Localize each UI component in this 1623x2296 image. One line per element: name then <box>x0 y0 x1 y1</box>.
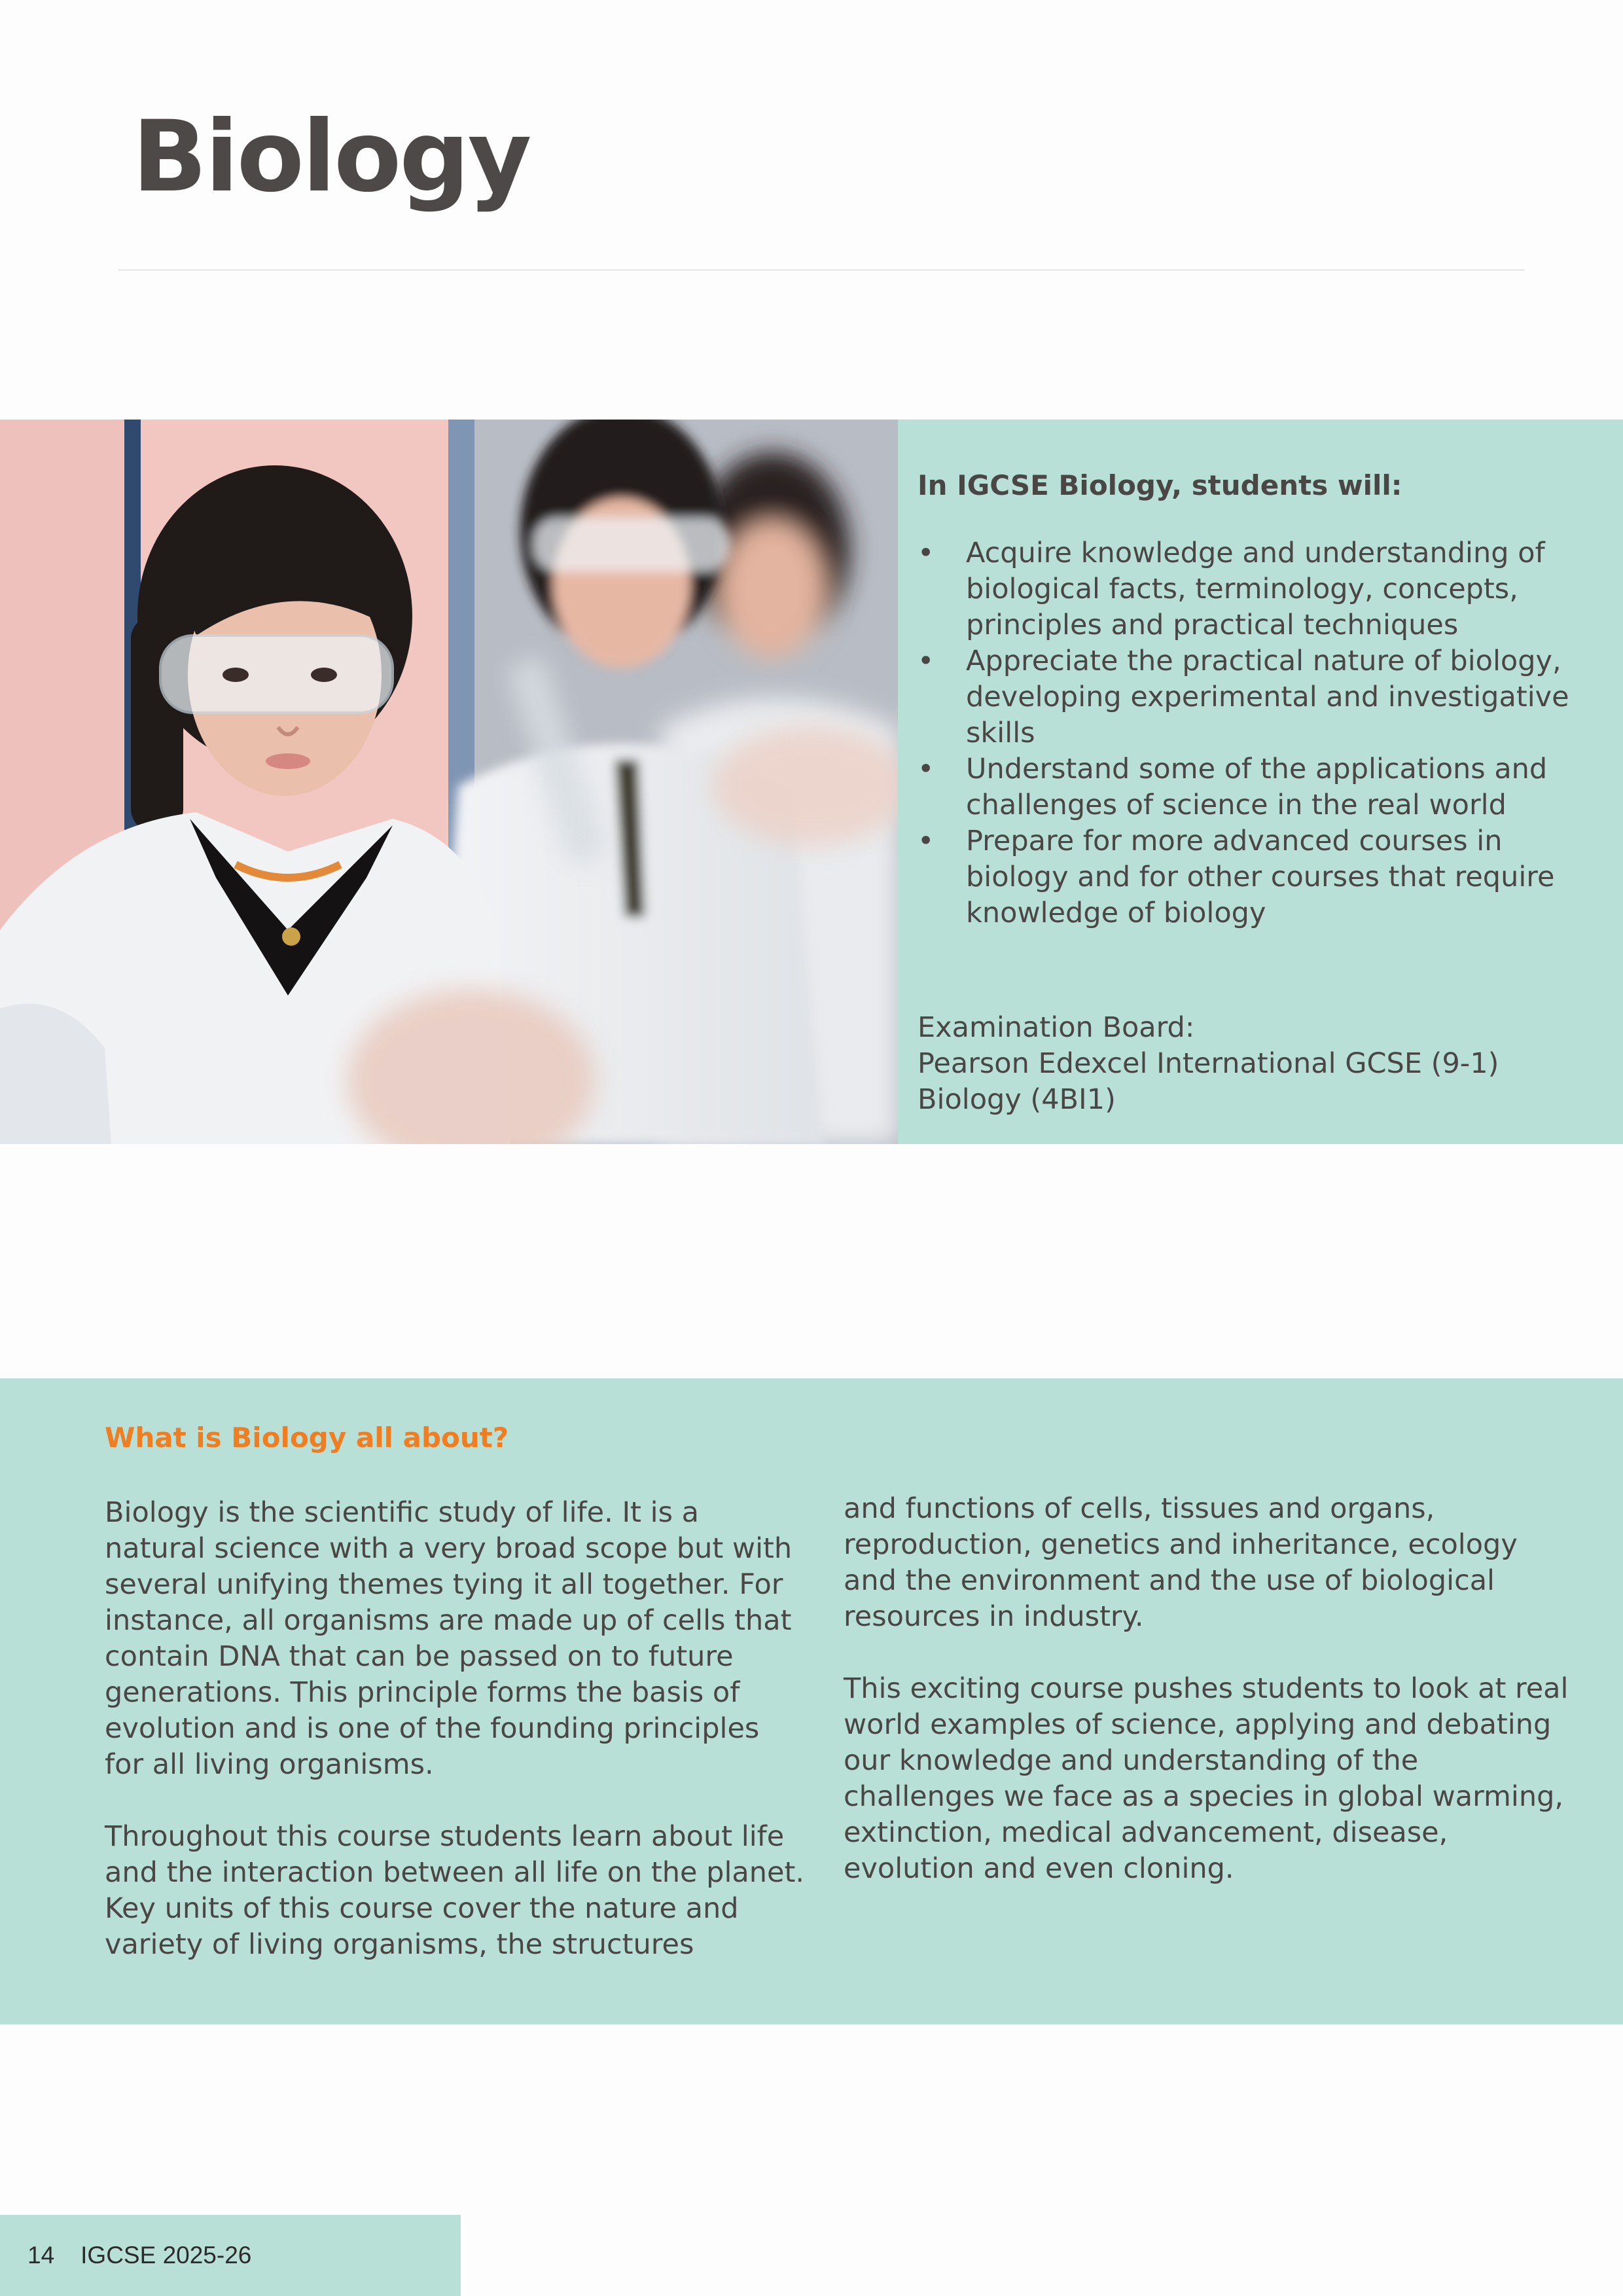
students-lab-goggles-photo-icon <box>0 420 898 1144</box>
about-left-column <box>105 1495 805 1999</box>
paragraph: and functions of cells, tissues and organs, reproduction, genetics and inheritance, ecology and the environment and the use of biological resources in industry. <box>844 1492 1518 1633</box>
paragraph: This exciting course pushes students to look at real world examples of science, applying and debating our knowledge and understanding of the challenges we face as a species in global warming, extinction, medical advancement, disease, evolution and even cloning. <box>844 1672 1569 1885</box>
about-right-column <box>844 1491 1577 1923</box>
exam-board-code: Biology (4BI1) <box>918 1083 1116 1116</box>
footer-label: IGCSE 2025-26 <box>80 2242 252 2269</box>
title-divider <box>118 269 1525 271</box>
objectives-list <box>918 535 1594 931</box>
students-lab-photo <box>0 420 898 1144</box>
examination-board <box>918 1010 1594 1118</box>
exam-board-label: Examination Board: <box>918 1011 1195 1044</box>
paragraph: Throughout this course students learn about life and the interaction between all life on the planet. Key units of this course cover the nature and variety of living organisms, the structures <box>105 1820 804 1961</box>
page-footer <box>0 2215 461 2296</box>
paragraph: Biology is the scientific study of life. It is a natural science with a very broad scope but with several unifying themes tying it all together. For instance, all organisms are made up of cells that contain DNA that can be passed on to future generations. This principle forms the basis of evolution and is one of the founding principles for all living organisms. <box>105 1496 793 1781</box>
list-item: • Prepare for more advanced courses in biology and for other courses that require knowledge of biology <box>918 823 1594 931</box>
about-heading: What is Biology all about? <box>105 1422 509 1454</box>
page-number: 14 <box>27 2242 55 2269</box>
list-item: • Acquire knowledge and understanding of biological facts, terminology, concepts, principles and practical techniques <box>918 535 1594 643</box>
exam-board-name: Pearson Edexcel International GCSE (9-1) <box>918 1047 1499 1080</box>
about-biology-section <box>0 1378 1623 2024</box>
page-title: Biology <box>132 100 530 214</box>
course-objectives-panel <box>898 420 1623 1144</box>
objectives-heading: In IGCSE Biology, students will: <box>918 469 1402 501</box>
list-item: • Understand some of the applications and challenges of science in the real world <box>918 751 1594 823</box>
list-item: • Appreciate the practical nature of biology, developing experimental and investigative skills <box>918 643 1594 751</box>
